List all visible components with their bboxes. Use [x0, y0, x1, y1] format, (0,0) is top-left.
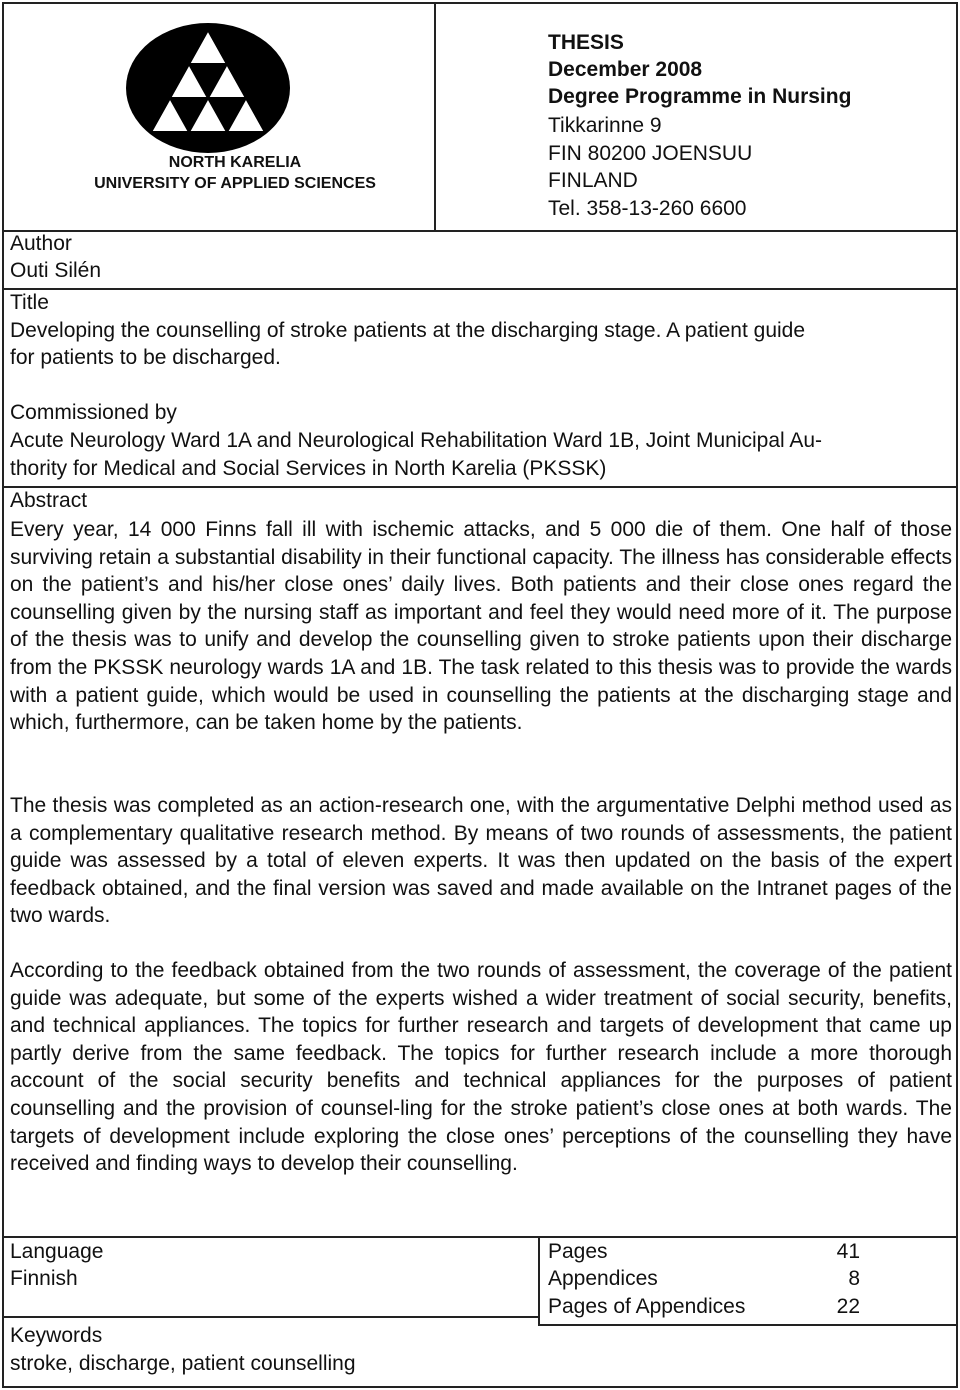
keywords-label: Keywords — [10, 1324, 103, 1347]
title-line1: Developing the counselling of stroke patients at the discharging stage. A patient guide — [10, 319, 806, 342]
commissioned-divider — [2, 486, 958, 488]
language-value: Finnish — [10, 1267, 78, 1290]
address-street: Tikkarinne 9 — [548, 114, 662, 137]
abstract-paragraph-2: The thesis was completed as an action-research one, with the argumentative Delphi method used as a complementary qualitative research method. By means of two rounds of assessments, the patient guide was assessed by a total of eleven experts. It was then updated on the basis of the expert feedback obtained, and the final version was saved and made available on the Intranet pages of the two wards. — [10, 794, 952, 928]
author-label: Author — [10, 232, 72, 255]
degree-programme: Degree Programme in Nursing — [548, 85, 852, 108]
pages-value: 41 — [836, 1240, 860, 1263]
author-name: Outi Silén — [10, 259, 102, 282]
author-divider — [2, 288, 958, 290]
commissioned-label: Commissioned by — [10, 401, 177, 424]
appendices-value: 8 — [848, 1267, 860, 1290]
abstract-label: Abstract — [10, 489, 88, 512]
logo-name-line1: NORTH KARELIA — [168, 154, 302, 171]
commissioned-line2: thority for Medical and Social Services in North Karelia (PKSSK) — [10, 457, 607, 480]
pages-label: Pages — [548, 1240, 608, 1263]
pages-of-appendices-value: 22 — [836, 1295, 860, 1318]
abstract-paragraph-3: According to the feedback obtained from the two rounds of assessment, the coverage of the patient guide was adequate, but some of the experts wished a wider treatment of social security, benefits, and technical appliances. The topics for further research and targets of development that came up partly derive from the same feedback. The topics for further research include a more thorough account of the social security benefits and technical appliances for the purposes of patient counselling and the provision of counsel-ling for the stroke patient’s close ones at both wards. The targets of development include exploring the close ones’ perceptions of the counselling they have received and finding ways to develop their counselling. — [10, 959, 952, 1176]
title-label: Title — [10, 291, 49, 314]
university-logo — [125, 22, 291, 154]
thesis-date: December 2008 — [548, 58, 703, 81]
commissioned-line1: Acute Neurology Ward 1A and Neurological Rehabilitation Ward 1B, Joint Municipal Au- — [10, 429, 823, 452]
address-country: FINLAND — [548, 169, 638, 192]
logo-emblem-icon — [125, 22, 291, 154]
thesis-label: THESIS — [548, 31, 624, 54]
abstract-paragraph-1: Every year, 14 000 Finns fall ill with ischemic attacks, and 5 000 die of them. One half of those surviving retain a substantial disability in their functional capacity. The illness has considerable effects on the patient’s and his/her close ones’ daily lives. Both patients and their close ones regard the counselling given by the nursing staff as important and feel they would need more of it. The purpose of the thesis was to unify and develop the counselling given to stroke patients upon their discharge from the PKSSK neurology wards 1A and 1B. The task related to this thesis was to provide the wards with a patient guide, which would be used in counselling the patients at the discharging stage and which, furthermore, can be taken home by the patients. — [10, 518, 952, 735]
telephone: Tel. 358-13-260 6600 — [548, 197, 747, 220]
pages-of-appendices-label: Pages of Appendices — [548, 1295, 746, 1318]
keywords-value: stroke, discharge, patient counselling — [10, 1352, 356, 1375]
logo-name-line2: UNIVERSITY OF APPLIED SCIENCES — [94, 175, 376, 192]
address-city: FIN 80200 JOENSUU — [548, 142, 753, 165]
language-label: Language — [10, 1240, 104, 1263]
title-line2: for patients to be discharged. — [10, 346, 281, 369]
appendices-label: Appendices — [548, 1267, 658, 1290]
